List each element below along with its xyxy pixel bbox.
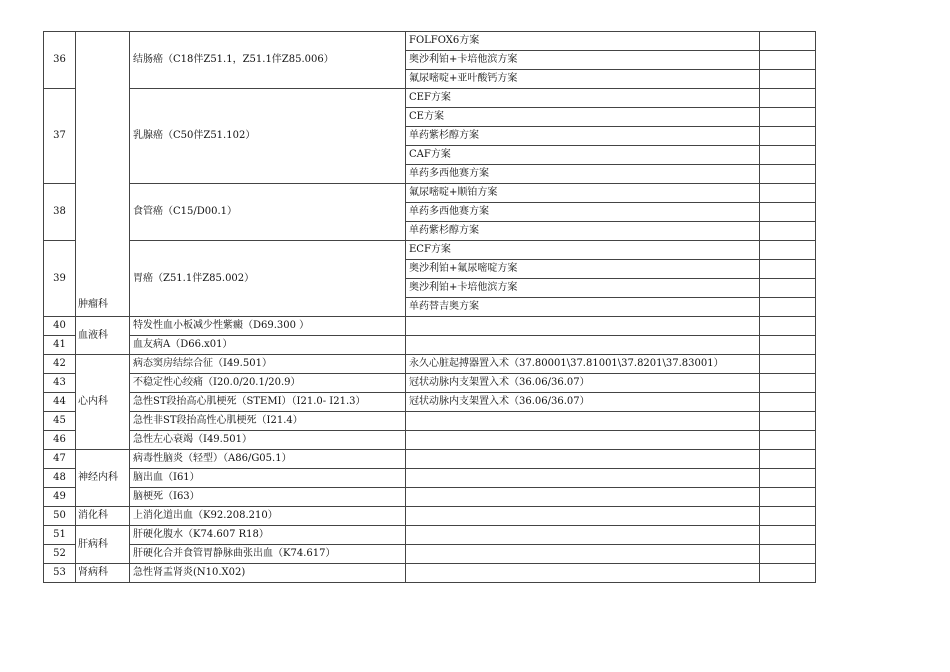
department-cell: 血液科 [76,317,130,355]
table-row [44,184,816,203]
empty-cell [760,431,816,450]
row-number: 43 [44,374,76,393]
empty-cell [760,203,816,222]
table-row [44,355,816,374]
disease-cell: 结肠癌（C18伴Z51.1，Z51.1伴Z85.006） [130,32,406,89]
row-number: 37 [44,89,76,184]
empty-cell [760,146,816,165]
disease-cell: 肝硬化合并食管胃静脉曲张出血（K74.617） [130,545,406,564]
treatment-cell: 单药替吉奥方案 [406,298,760,317]
table-row [44,241,816,260]
empty-cell [760,298,816,317]
department-cell: 肿瘤科 [76,32,130,317]
row-number: 46 [44,431,76,450]
empty-cell [760,336,816,355]
treatment-cell [406,526,760,545]
empty-cell [760,412,816,431]
empty-cell [760,507,816,526]
treatment-cell [406,469,760,488]
row-number: 45 [44,412,76,431]
department-cell: 神经内科 [76,450,130,507]
empty-cell [760,317,816,336]
treatment-cell: 冠状动脉内支架置入术（36.06/36.07） [406,374,760,393]
row-number: 47 [44,450,76,469]
disease-cell: 急性左心衰竭（I49.501） [130,431,406,450]
department-cell: 心内科 [76,355,130,450]
row-number: 51 [44,526,76,545]
treatment-cell: FOLFOX6方案 [406,32,760,51]
disease-cell: 脑梗死（I63） [130,488,406,507]
empty-cell [760,70,816,89]
row-number: 41 [44,336,76,355]
empty-cell [760,564,816,583]
disease-cell: 特发性血小板减少性紫癜（D69.300 ） [130,317,406,336]
empty-cell [760,260,816,279]
empty-cell [760,127,816,146]
disease-cell: 食管癌（C15/D00.1） [130,184,406,241]
treatment-cell: 氟尿嘧啶+顺铂方案 [406,184,760,203]
empty-cell [760,89,816,108]
treatment-cell: CAF方案 [406,146,760,165]
row-number: 53 [44,564,76,583]
disease-cell: 急性ST段抬高心肌梗死（STEMI）（I21.0- I21.3） [130,393,406,412]
empty-cell [760,51,816,70]
disease-cell: 肝硬化腹水（K74.607 R18） [130,526,406,545]
treatment-cell: CEF方案 [406,89,760,108]
treatment-cell [406,488,760,507]
empty-cell [760,184,816,203]
disease-cell: 乳腺癌（C50伴Z51.102） [130,89,406,184]
table-body [44,32,816,583]
disease-cell: 上消化道出血（K92.208.210） [130,507,406,526]
procedure-table [43,31,816,583]
empty-cell [760,393,816,412]
treatment-cell: 奥沙利铂+卡培他滨方案 [406,279,760,298]
empty-cell [760,279,816,298]
disease-cell: 血友病A（D66.x01） [130,336,406,355]
row-number: 42 [44,355,76,374]
table-row [44,564,816,583]
table-row [44,374,816,393]
disease-cell: 胃癌（Z51.1伴Z85.002） [130,241,406,317]
empty-cell [760,241,816,260]
table-row [44,431,816,450]
treatment-cell: 永久心脏起搏器置入术（37.80001\37.81001\37.8201\37.83001） [406,355,760,374]
table-row [44,450,816,469]
table-row [44,336,816,355]
treatment-cell: CE方案 [406,108,760,127]
table-row [44,317,816,336]
department-cell: 肾病科 [76,564,130,583]
table-row [44,488,816,507]
empty-cell [760,469,816,488]
disease-cell: 急性肾盂肾炎(N10.X02) [130,564,406,583]
treatment-cell [406,450,760,469]
table-row [44,545,816,564]
disease-cell: 病态窦房结综合征（I49.501） [130,355,406,374]
table-row [44,89,816,108]
empty-cell [760,355,816,374]
treatment-cell [406,507,760,526]
treatment-cell: 单药多西他赛方案 [406,203,760,222]
row-number: 40 [44,317,76,336]
empty-cell [760,450,816,469]
table-row [44,526,816,545]
disease-cell: 不稳定性心绞痛（I20.0/20.1/20.9） [130,374,406,393]
empty-cell [760,545,816,564]
table-row [44,507,816,526]
row-number: 52 [44,545,76,564]
treatment-cell: 单药多西他赛方案 [406,165,760,184]
treatment-cell: 奥沙利铂+氟尿嘧啶方案 [406,260,760,279]
treatment-cell: 奥沙利铂+卡培他滨方案 [406,51,760,70]
treatment-cell [406,412,760,431]
empty-cell [760,32,816,51]
treatment-cell [406,317,760,336]
row-number: 36 [44,32,76,89]
empty-cell [760,222,816,241]
table-row [44,469,816,488]
row-number: 39 [44,241,76,317]
disease-cell: 脑出血（I61） [130,469,406,488]
disease-cell: 急性非ST段抬高性心肌梗死（I21.4） [130,412,406,431]
row-number: 38 [44,184,76,241]
table-row [44,412,816,431]
empty-cell [760,374,816,393]
disease-cell: 病毒性脑炎（轻型）（A86/G05.1） [130,450,406,469]
empty-cell [760,488,816,507]
treatment-cell [406,545,760,564]
empty-cell [760,165,816,184]
treatment-cell: ECF方案 [406,241,760,260]
treatment-cell: 单药紫杉醇方案 [406,127,760,146]
treatment-cell: 氟尿嘧啶+亚叶酸钙方案 [406,70,760,89]
treatment-cell: 冠状动脉内支架置入术（36.06/36.07） [406,393,760,412]
treatment-cell [406,431,760,450]
department-cell: 肝病科 [76,526,130,564]
table-row [44,32,816,51]
department-cell: 消化科 [76,507,130,526]
row-number: 48 [44,469,76,488]
table-row [44,393,816,412]
row-number: 50 [44,507,76,526]
row-number: 49 [44,488,76,507]
treatment-cell [406,336,760,355]
treatment-cell [406,564,760,583]
empty-cell [760,108,816,127]
empty-cell [760,526,816,545]
treatment-cell: 单药紫杉醇方案 [406,222,760,241]
row-number: 44 [44,393,76,412]
